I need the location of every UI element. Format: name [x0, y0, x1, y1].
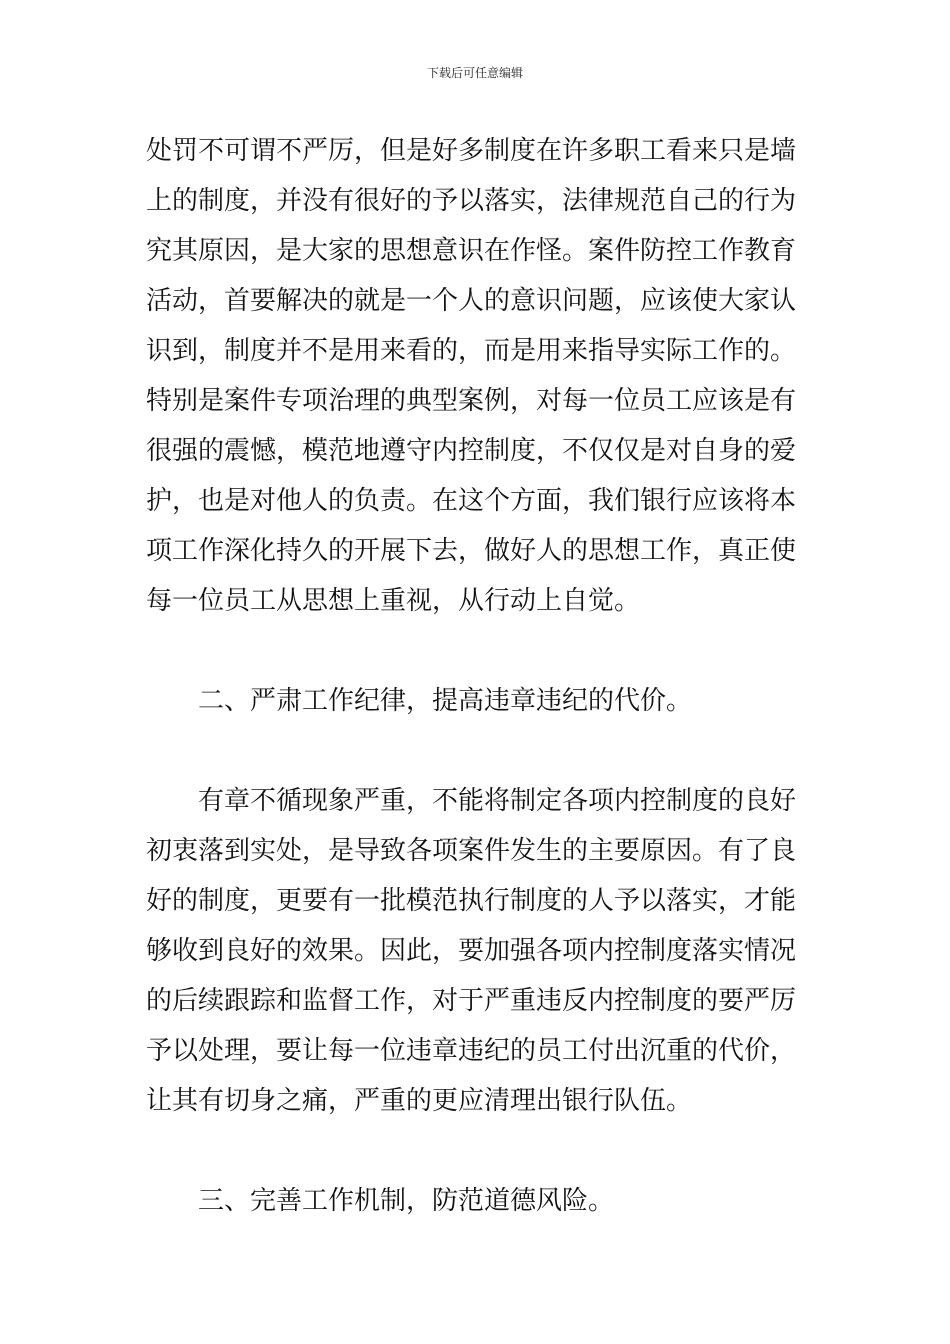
section-heading-2: 二、严肃工作纪律，提高违章违纪的代价。 [198, 686, 693, 716]
paragraph-spacer [146, 626, 808, 676]
text-line: 很强的震憾，模范地遵守内控制度，不仅仅是对自身的爱 [146, 436, 797, 466]
text-line: 上的制度，并没有很好的予以落实，法律规范自己的行为 [146, 186, 797, 216]
text-line: 够收到良好的效果。因此，要加强各项内控制度落实情况 [146, 936, 797, 966]
text-line: 有章不循现象严重，不能将制定各项内控制度的良好 [198, 786, 797, 816]
text-line: 项工作深化持久的开展下去，做好人的思想工作，真正使 [146, 536, 797, 566]
paragraph-spacer [146, 726, 808, 776]
text-line: 特别是案件专项治理的典型案例，对每一位员工应该是有 [146, 386, 797, 416]
text-line: 处罚不可谓不严厉，但是好多制度在许多职工看来只是墙 [146, 136, 797, 166]
section-heading-3: 三、完善工作机制，防范道德风险。 [198, 1186, 615, 1216]
text-line: 好的制度，更要有一批模范执行制度的人予以落实，才能 [146, 886, 797, 916]
text-line: 予以处理，要让每一位违章违纪的员工付出沉重的代价， [146, 1036, 797, 1066]
text-line: 每一位员工从思想上重视，从行动上自觉。 [146, 586, 641, 616]
text-line: 护，也是对他人的负责。在这个方面，我们银行应该将本 [146, 486, 797, 516]
document-body [146, 126, 808, 1226]
page-header: 下载后可任意编辑 [426, 66, 523, 80]
text-line: 初衷落到实处，是导致各项案件发生的主要原因。有了良 [146, 836, 797, 866]
text-line: 让其有切身之痛，严重的更应清理出银行队伍。 [146, 1086, 693, 1116]
text-line: 活动，首要解决的就是一个人的意识问题，应该使大家认 [146, 286, 797, 316]
paragraph-spacer [146, 1126, 808, 1176]
text-line: 的后续跟踪和监督工作，对于严重违反内控制度的要严厉 [146, 986, 797, 1016]
text-line: 究其原因，是大家的思想意识在作怪。案件防控工作教育 [146, 236, 797, 266]
paragraph-2 [146, 776, 808, 1126]
text-line: 识到，制度并不是用来看的，而是用来指导实际工作的。 [146, 336, 797, 366]
paragraph-1 [146, 126, 808, 626]
